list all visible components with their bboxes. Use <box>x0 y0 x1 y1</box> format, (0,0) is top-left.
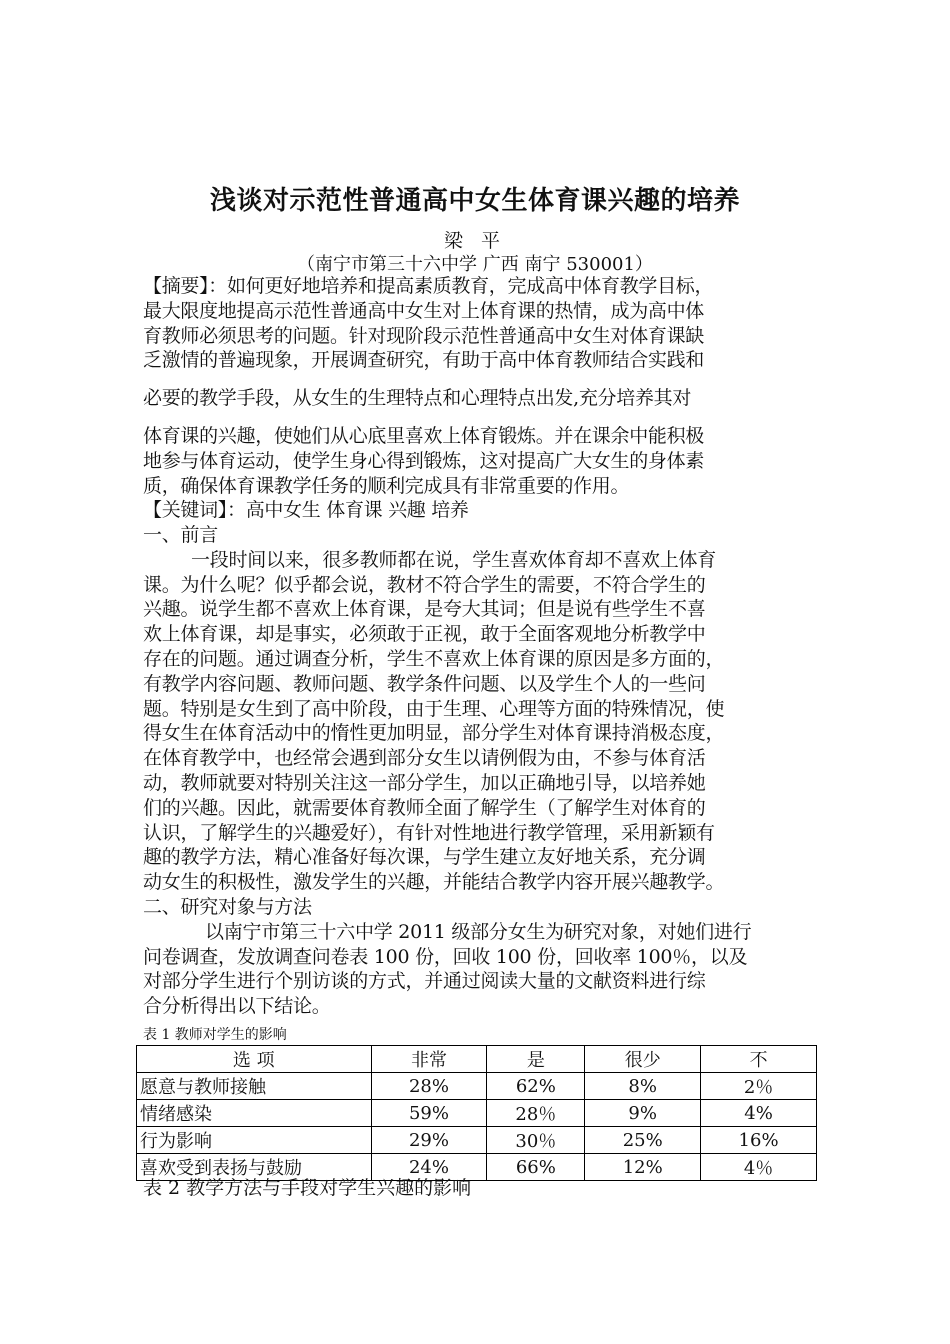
document-title: 浅谈对示范性普通高中女生体育课兴趣的培养 <box>209 186 740 216</box>
abstract <box>143 274 823 523</box>
table-cell: 29% <box>371 1127 487 1154</box>
table-header-cell: 非常 <box>371 1046 487 1073</box>
table-cell: 25% <box>585 1127 701 1154</box>
table-cell: 愿意与教师接触 <box>137 1073 372 1100</box>
table-cell: 28％ <box>487 1100 585 1127</box>
paragraph-line: 课。为什么呢？似乎都会说，教材不符合学生的需要，不符合学生的 <box>143 573 706 596</box>
body-sections <box>143 523 823 1019</box>
abstract-line: 质，确保体育课教学任务的顺利完成具有非常重要的作用。 <box>143 474 630 497</box>
paragraph-line: 题。特别是女生到了高中阶段，由于生理、心理等方面的特殊情况，使 <box>143 697 725 720</box>
abstract-line: 体育课的兴趣，使她们从心底里喜欢上体育锻炼。并在课余中能积极 <box>143 424 705 447</box>
paragraph-line: 一段时间以来，很多教师都在说，学生喜欢体育却不喜欢上体育 <box>191 548 717 571</box>
table-cell: 行为影响 <box>137 1127 372 1154</box>
table-header-cell: 是 <box>487 1046 585 1073</box>
author-affiliation: （南宁市第三十六中学 广西 南宁 530001） <box>297 254 653 275</box>
table-cell: 喜欢受到表扬与鼓励 <box>137 1154 372 1181</box>
paragraph-line: 兴趣。说学生都不喜欢上体育课，是夸大其词；但是说有些学生不喜 <box>143 598 706 621</box>
paragraph-line: 对部分学生进行个别访谈的方式，并通过阅读大量的文献资料进行综 <box>143 970 706 993</box>
section-heading: 二、研究对象与方法 <box>143 895 312 918</box>
table-cell: 30％ <box>487 1127 585 1154</box>
paragraph-line: 以南宁市第三十六中学 2011 级部分女生为研究对象，对她们进行 <box>205 920 752 943</box>
paragraph-line: 有教学内容问题、教师问题、教学条件问题、以及学生个人的一些问 <box>143 672 706 695</box>
paragraph-line: 动女生的积极性，激发学生的兴趣，并能结合教学内容开展兴趣教学。 <box>143 871 725 894</box>
table-cell: 情绪感染 <box>137 1100 372 1127</box>
table-cell: 8% <box>585 1073 701 1100</box>
table-cell: 66% <box>487 1154 585 1181</box>
paragraph-line: 问卷调查，发放调查问卷表 100 份，回收 100 份，回收率 100％，以及 <box>143 945 748 968</box>
paragraph-line: 动，教师就要对特别关注这一部分学生，加以正确地引导，以培养她 <box>143 771 706 794</box>
paragraph-line: 在体育教学中，也经常会遇到部分女生以请例假为由，不参与体育活 <box>143 747 706 770</box>
table-cell: 62% <box>487 1073 585 1100</box>
table-header-cell: 很少 <box>585 1046 701 1073</box>
table-teacher-influence <box>136 1045 817 1181</box>
table-cell: 9% <box>585 1100 701 1127</box>
table1-caption: 表 1 教师对学生的影响 <box>143 1027 287 1043</box>
abstract-line: 乏激情的普遍现象，开展调查研究，有助于高中体育教师结合实践和 <box>143 349 705 372</box>
table-header-row <box>137 1046 817 1073</box>
section-heading: 一、前言 <box>143 524 219 546</box>
table-cell: 16% <box>701 1127 817 1154</box>
table-cell: 4% <box>701 1100 817 1127</box>
abstract-line: 最大限度地提高示范性普通高中女生对上体育课的热情，成为高中体 <box>143 299 705 322</box>
abstract-line: 必要的教学手段，从女生的生理特点和心理特点出发,充分培养其对 <box>143 387 692 410</box>
table-header-cell: 不 <box>701 1046 817 1073</box>
table-row <box>137 1127 817 1154</box>
paragraph-line: 得女生在体育活动中的惰性更加明显，部分学生对体育课持消极态度， <box>143 722 725 745</box>
table-cell: 24% <box>371 1154 487 1181</box>
paragraph-line: 们的兴趣。因此，就需要体育教师全面了解学生（了解学生对体育的 <box>143 796 706 819</box>
paragraph-line: 认识，了解学生的兴趣爱好），有针对性地进行教学管理，采用新颖有 <box>143 821 715 844</box>
table-row <box>137 1073 817 1100</box>
abstract-line: 育教师必须思考的问题。针对现阶段示范性普通高中女生对体育课缺 <box>143 324 705 347</box>
table-cell: 59% <box>371 1100 487 1127</box>
table-header-cell: 选 项 <box>137 1046 372 1073</box>
abstract-line: 地参与体育运动，使学生身心得到锻炼，这对提高广大女生的身体素 <box>143 449 705 472</box>
paragraph-line: 欢上体育课，却是事实，必须敢于正视，敢于全面客观地分析教学中 <box>143 623 706 646</box>
paragraph-line: 合分析得出以下结论。 <box>143 995 331 1018</box>
paragraph-line: 趣的教学方法，精心准备好每次课，与学生建立友好地关系，充分调 <box>143 846 706 869</box>
table-row <box>137 1100 817 1127</box>
table2-caption: 表 2 教学方法与手段对学生兴趣的影响 <box>143 1177 472 1199</box>
paragraph-line: 存在的问题。通过调查分析，学生不喜欢上体育课的原因是多方面的， <box>143 647 725 670</box>
table-cell: 2％ <box>701 1073 817 1100</box>
table-cell: 4％ <box>701 1154 817 1181</box>
table-cell: 28% <box>371 1073 487 1100</box>
abstract-line: 【摘要】：如何更好地培养和提高素质教育，完成高中体育教学目标， <box>143 275 714 297</box>
keywords: 【关键词】：高中女生 体育课 兴趣 培养 <box>143 499 469 522</box>
author-name: 梁 平 <box>443 230 507 252</box>
table-cell: 12% <box>585 1154 701 1181</box>
